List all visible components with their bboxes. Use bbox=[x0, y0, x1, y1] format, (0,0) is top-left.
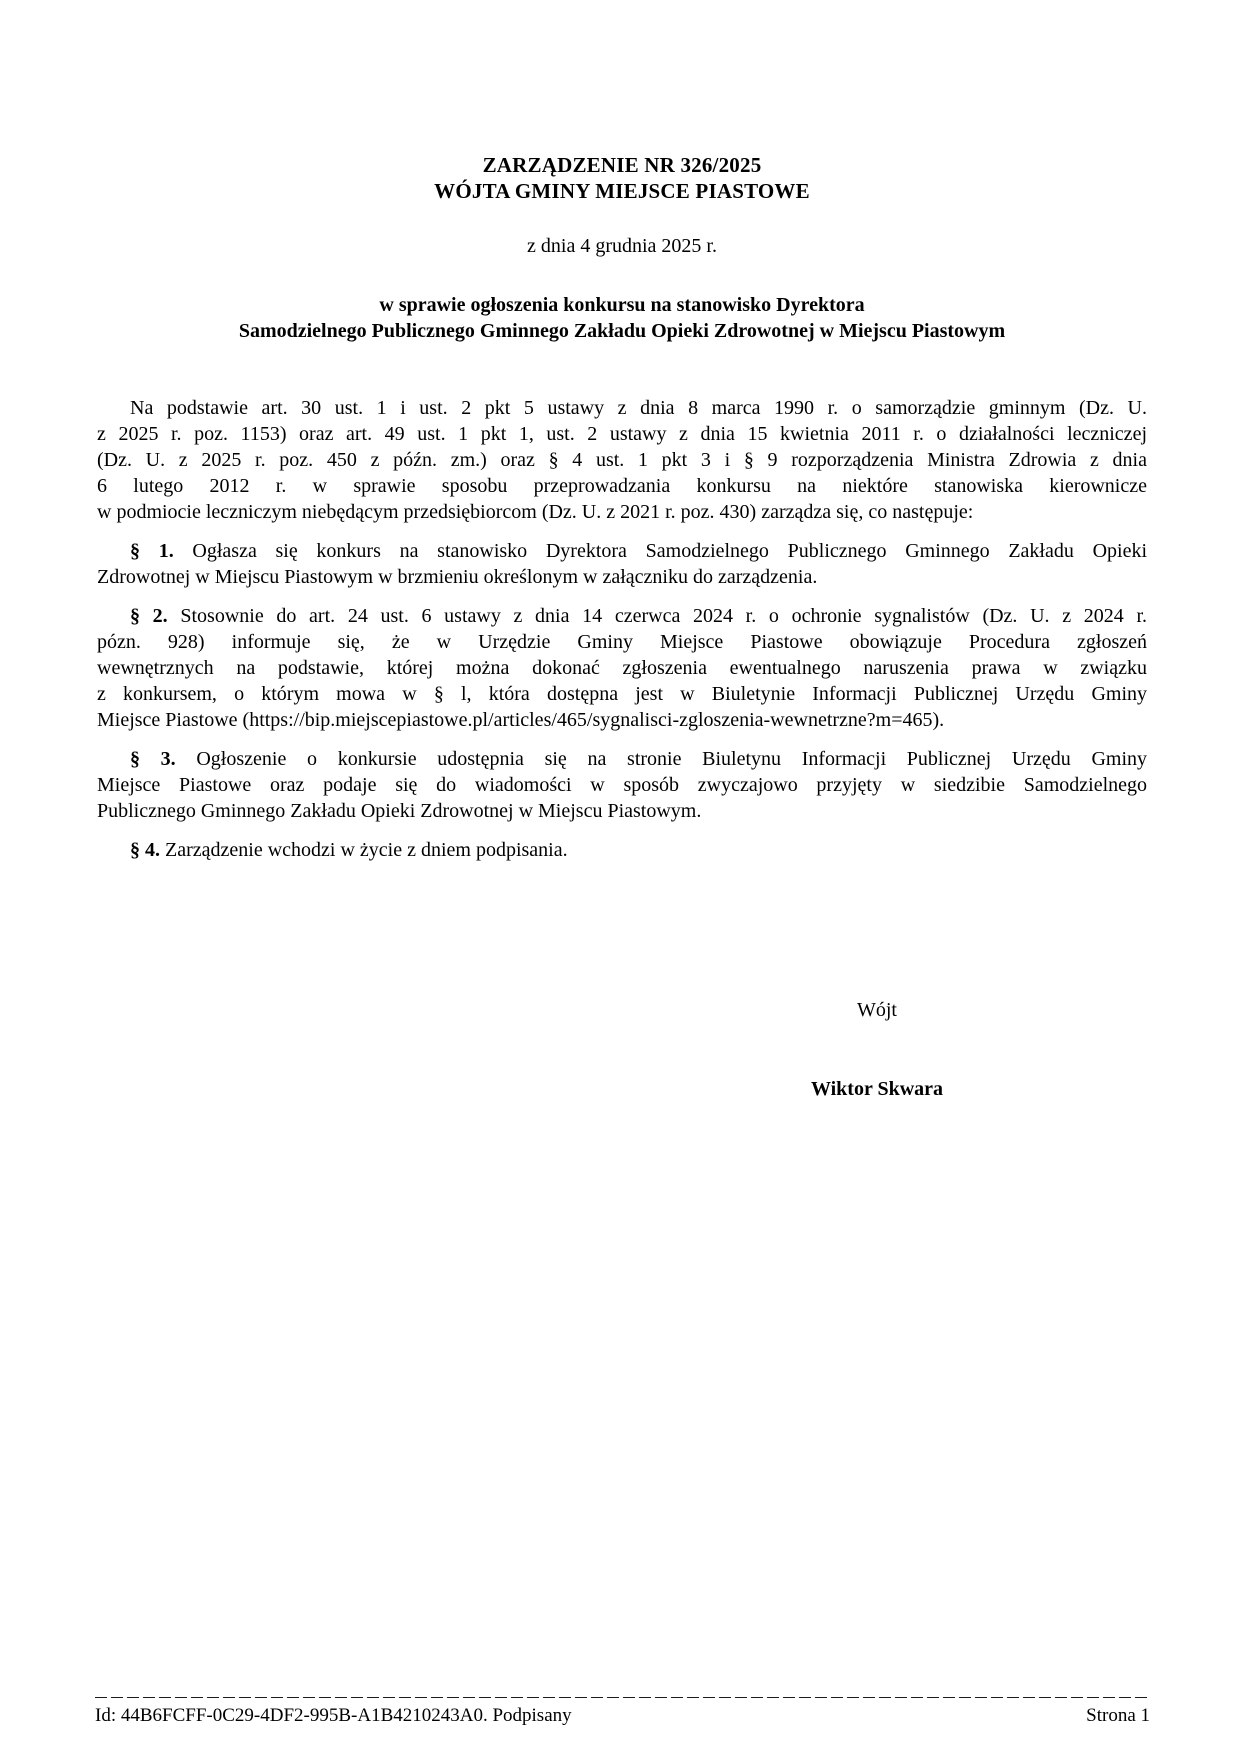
text-line: 6 lutego 2012 r. w sprawie sposobu przeprowadzania konkursu na niektóre stanowiska kierownicze bbox=[97, 475, 1147, 497]
document-title bbox=[97, 152, 1147, 204]
signer-role: Wójt bbox=[857, 999, 897, 1021]
footer-document-id: Id: 44B6FCFF-0C29-4DF2-995B-A1B4210243A0. Podpisany bbox=[95, 1705, 572, 1726]
text-line: Miejsce Piastowe oraz podaje się do wiadomości w sposób zwyczajowo przyjęty w siedzibie Samodzielnego bbox=[97, 774, 1147, 796]
text-line bbox=[97, 837, 1147, 863]
text-line: w podmiocie leczniczym niebędącym przedsiębiorcom (Dz. U. z 2021 r. poz. 430) zarządza się, co następuje: bbox=[97, 501, 974, 523]
section-1-text: Ogłasza się konkurs na stanowisko Dyrektora Samodzielnego Publicznego Gminnego Zakładu Opieki bbox=[173, 540, 1147, 562]
page-footer bbox=[95, 1697, 1150, 1727]
text-line: wewnętrznych na podstawie, której można dokonać zgłoszenia ewentualnego naruszenia prawa w związku bbox=[97, 657, 1147, 679]
document-subject bbox=[97, 292, 1147, 344]
section-3-paragraph bbox=[97, 746, 1147, 824]
text-line: Na podstawie art. 30 ust. 1 i ust. 2 pkt 5 ustawy z dnia 8 marca 1990 r. o samorządzie gminnym (Dz. U. bbox=[130, 397, 1147, 419]
section-1-paragraph bbox=[97, 538, 1147, 590]
subject-line-1: w sprawie ogłoszenia konkursu na stanowisko Dyrektora bbox=[379, 294, 865, 316]
text-line: Miejsce Piastowe (https://bip.miejscepiastowe.pl/articles/465/sygnalisci-zgloszenia-wewnetrzne?m=465). bbox=[97, 709, 945, 731]
preamble-paragraph bbox=[97, 395, 1147, 525]
title-line-2: WÓJTA GMINY MIEJSCE PIASTOWE bbox=[434, 179, 810, 203]
section-3-text: Ogłoszenie o konkursie udostępnia się na stronie Biuletynu Informacji Publicznej Urzędu Gminy bbox=[175, 748, 1148, 770]
section-4-number: § 4. bbox=[130, 839, 160, 861]
text-line: z 2025 r. poz. 1153) oraz art. 49 ust. 1 pkt 1, ust. 2 ustawy z dnia 15 kwietnia 2011 r. o działalności leczniczej bbox=[97, 423, 1147, 445]
text-line: z konkursem, o którym mowa w § l, która dostępna jest w Biuletynie Informacji Publicznej Urzędu Gminy bbox=[97, 683, 1147, 705]
text-line: Publicznego Gminnego Zakładu Opieki Zdrowotnej w Miejscu Piastowym. bbox=[97, 800, 702, 822]
section-1-number: § 1. bbox=[130, 540, 174, 562]
text-line: pózn. 928) informuje się, że w Urzędzie Gminy Miejsce Piastowe obowiązuje Procedura zgłoszeń bbox=[97, 631, 1147, 653]
document-date: z dnia 4 grudnia 2025 r. bbox=[527, 235, 717, 257]
section-4-text: Zarządzenie wchodzi w życie z dniem podpisania. bbox=[160, 839, 568, 861]
section-3-number: § 3. bbox=[130, 748, 176, 770]
subject-line-2: Samodzielnego Publicznego Gminnego Zakładu Opieki Zdrowotnej w Miejscu Piastowym bbox=[238, 320, 1006, 342]
section-2-text: Stosownie do art. 24 ust. 6 ustawy z dnia 14 czerwca 2024 r. o ochronie sygnalistów (Dz. U. z 2024 r. bbox=[167, 605, 1148, 627]
section-2-paragraph bbox=[97, 603, 1147, 733]
signature-block bbox=[727, 997, 1027, 1102]
text-line bbox=[97, 538, 1147, 564]
signer-name: Wiktor Skwara bbox=[810, 1078, 944, 1100]
text-line bbox=[97, 746, 1147, 772]
section-4-paragraph bbox=[97, 837, 1147, 863]
footer-page-number: Strona 1 bbox=[1086, 1705, 1150, 1726]
section-2-number: § 2. bbox=[130, 605, 168, 627]
title-line-1: ZARZĄDZENIE NR 326/2025 bbox=[482, 153, 762, 177]
text-line: Zdrowotnej w Miejscu Piastowym w brzmieniu określonym w załączniku do zarządzenia. bbox=[97, 566, 818, 588]
text-line bbox=[97, 603, 1147, 629]
text-line: (Dz. U. z 2025 r. poz. 450 z późn. zm.) oraz § 4 ust. 1 pkt 3 i § 9 rozporządzenia Ministra Zdrowia z dnia bbox=[97, 449, 1147, 471]
